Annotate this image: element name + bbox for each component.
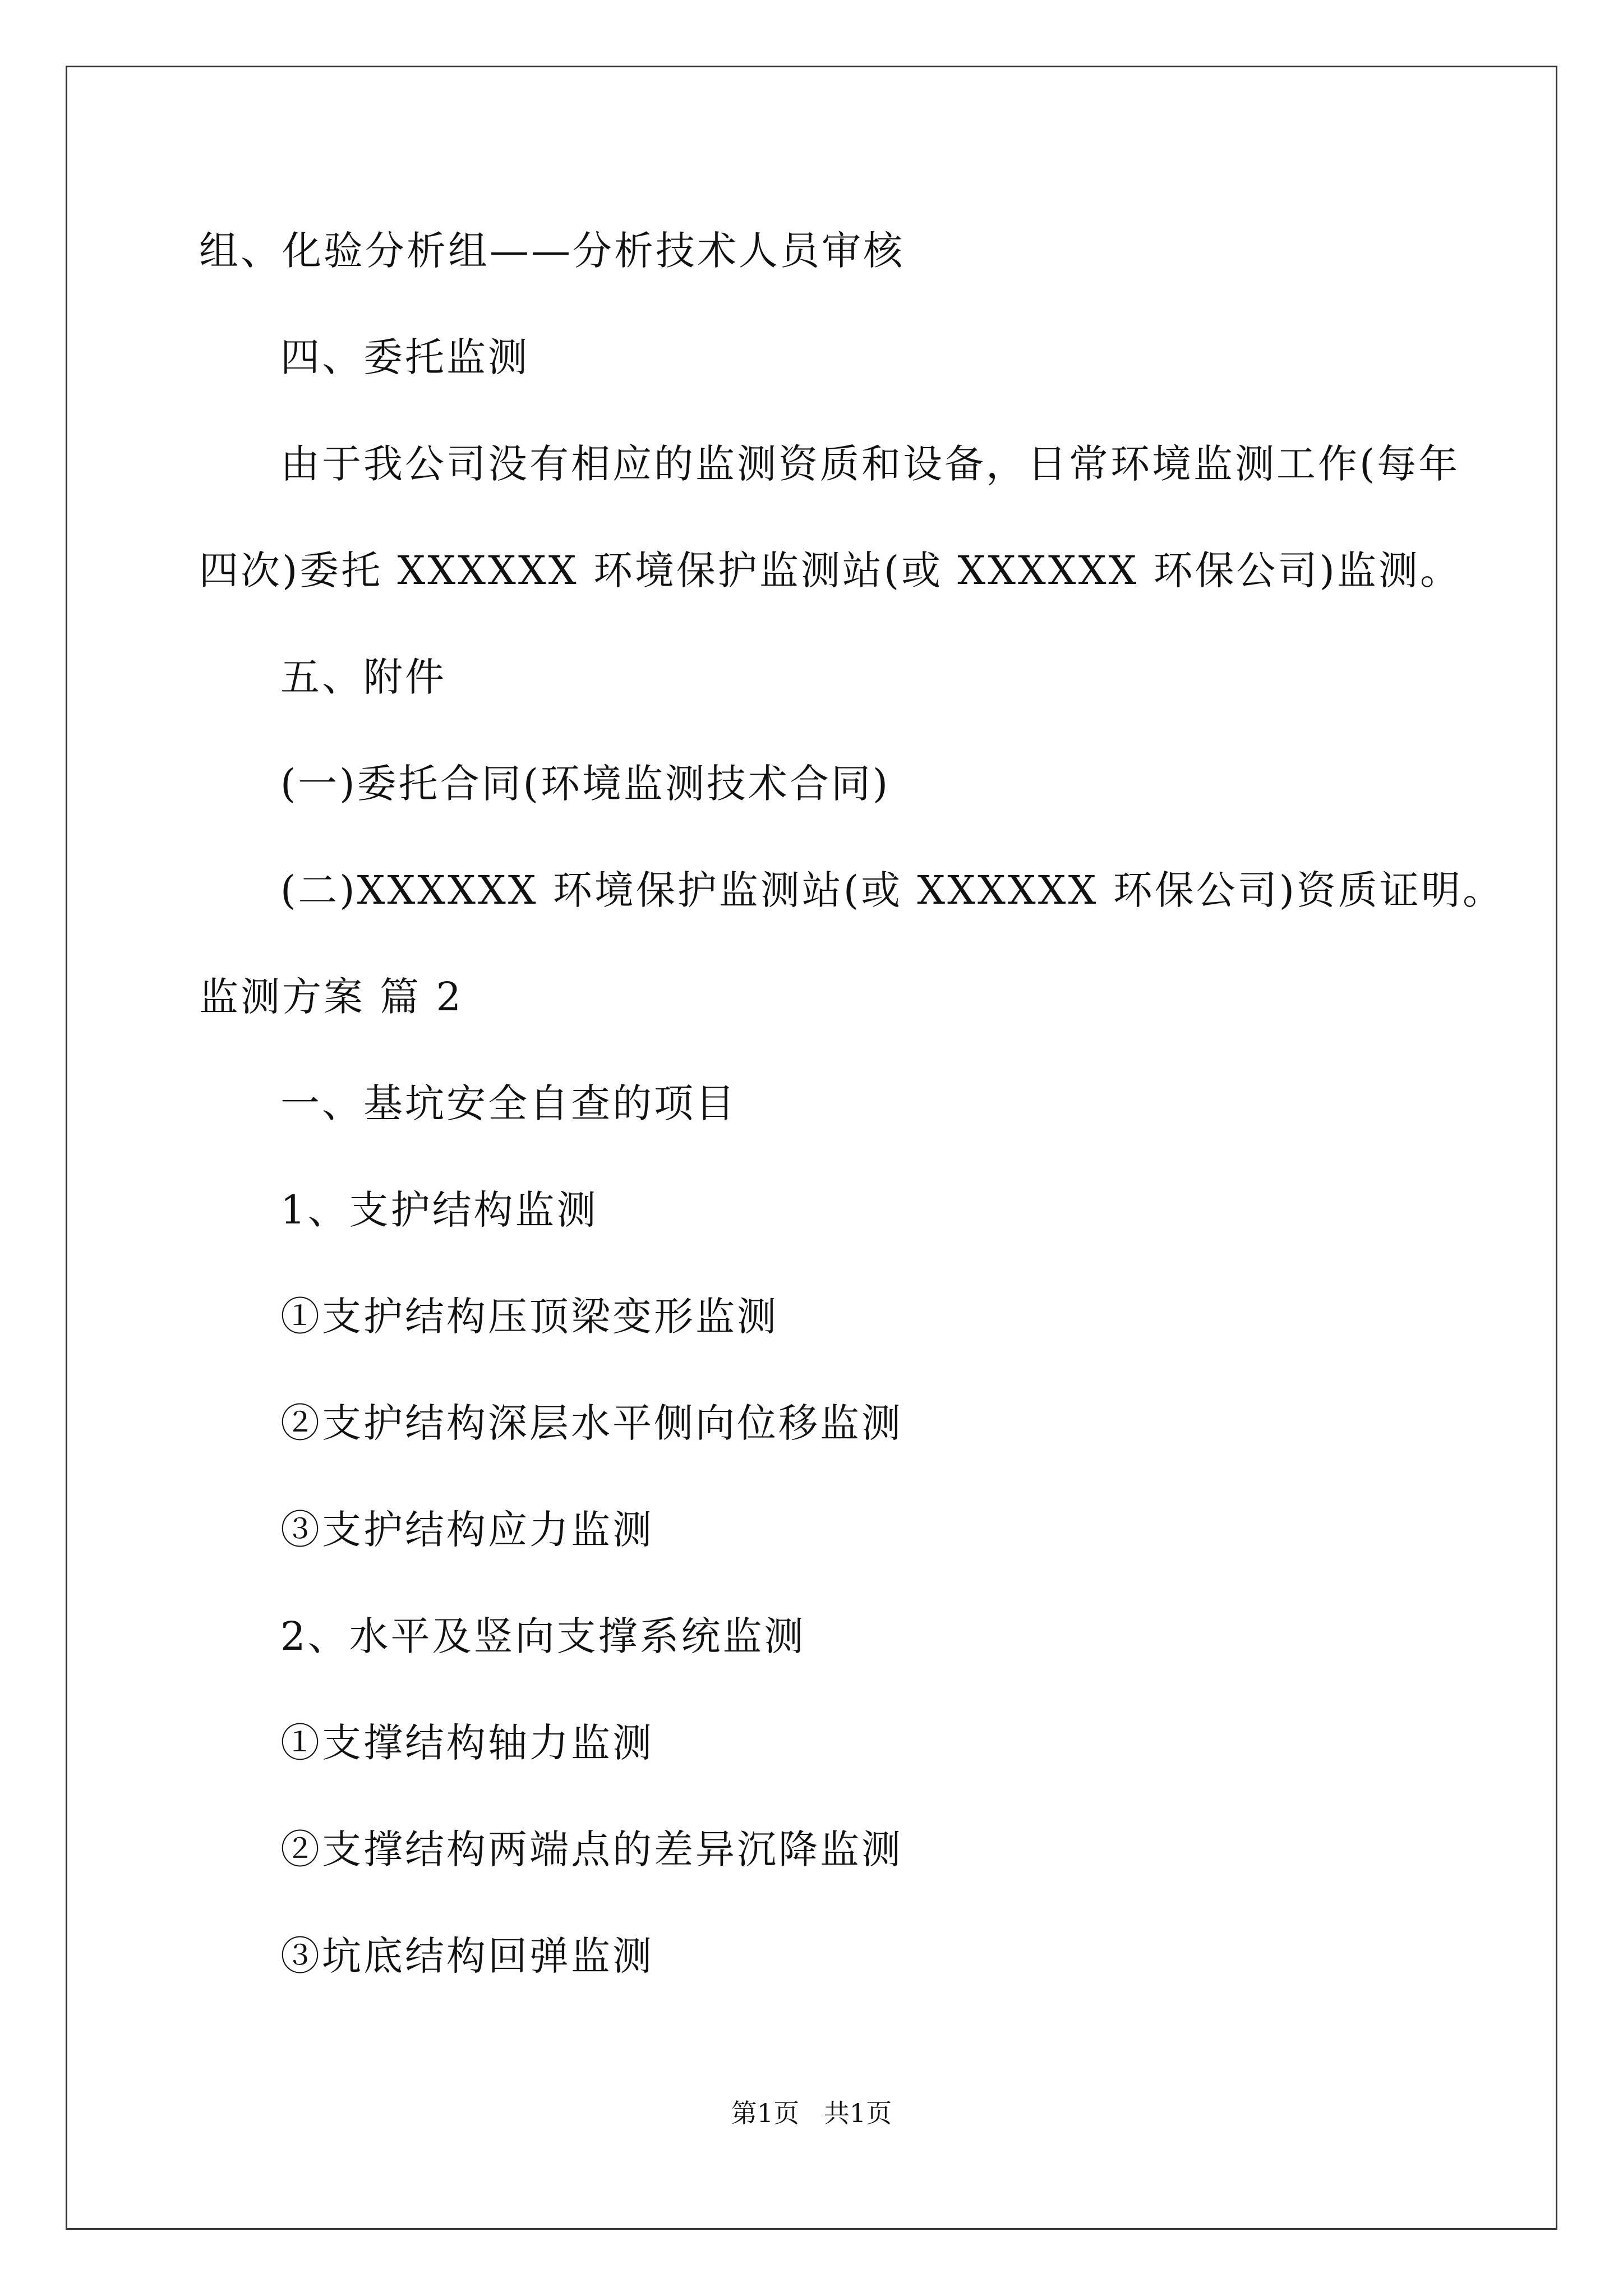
list-item: ①支护结构压顶梁变形监测: [280, 1294, 778, 1340]
text-line-1: 组、化验分析组——分析技术人员审核: [199, 228, 905, 274]
list-item: ③支护结构应力监测: [280, 1507, 654, 1553]
attachment-item-1: (一)委托合同(环境监测技术合同): [280, 761, 891, 807]
text-line-4: 四次)委托 XXXXXX 环境保护监测站(或 XXXXXX 环保公司)监测。: [199, 547, 1461, 593]
list-item: ②支护结构深层水平侧向位移监测: [280, 1400, 903, 1446]
text-line-3: 由于我公司没有相应的监测资质和设备，日常环境监测工作(每年: [280, 441, 1460, 487]
page-frame: [66, 66, 1557, 2230]
list-item: ①支撑结构轴力监测: [280, 1720, 654, 1766]
heading-attachments: 五、附件: [280, 654, 446, 700]
list-item: 1、支护结构监测: [280, 1187, 598, 1233]
section-title: 监测方案 篇 2: [199, 974, 464, 1020]
heading-entrusted-monitoring: 四、委托监测: [280, 334, 529, 380]
list-item: ③坑底结构回弹监测: [280, 1933, 654, 1979]
heading-self-check-items: 一、基坑安全自查的项目: [280, 1080, 737, 1126]
attachment-item-2: (二)XXXXXX 环境保护监测站(或 XXXXXX 环保公司)资质证明。: [280, 867, 1504, 913]
page-footer: 第1页 共1页: [731, 2098, 892, 2128]
list-item: 2、水平及竖向支撑系统监测: [280, 1613, 806, 1659]
list-item: ②支撑结构两端点的差异沉降监测: [280, 1826, 903, 1872]
